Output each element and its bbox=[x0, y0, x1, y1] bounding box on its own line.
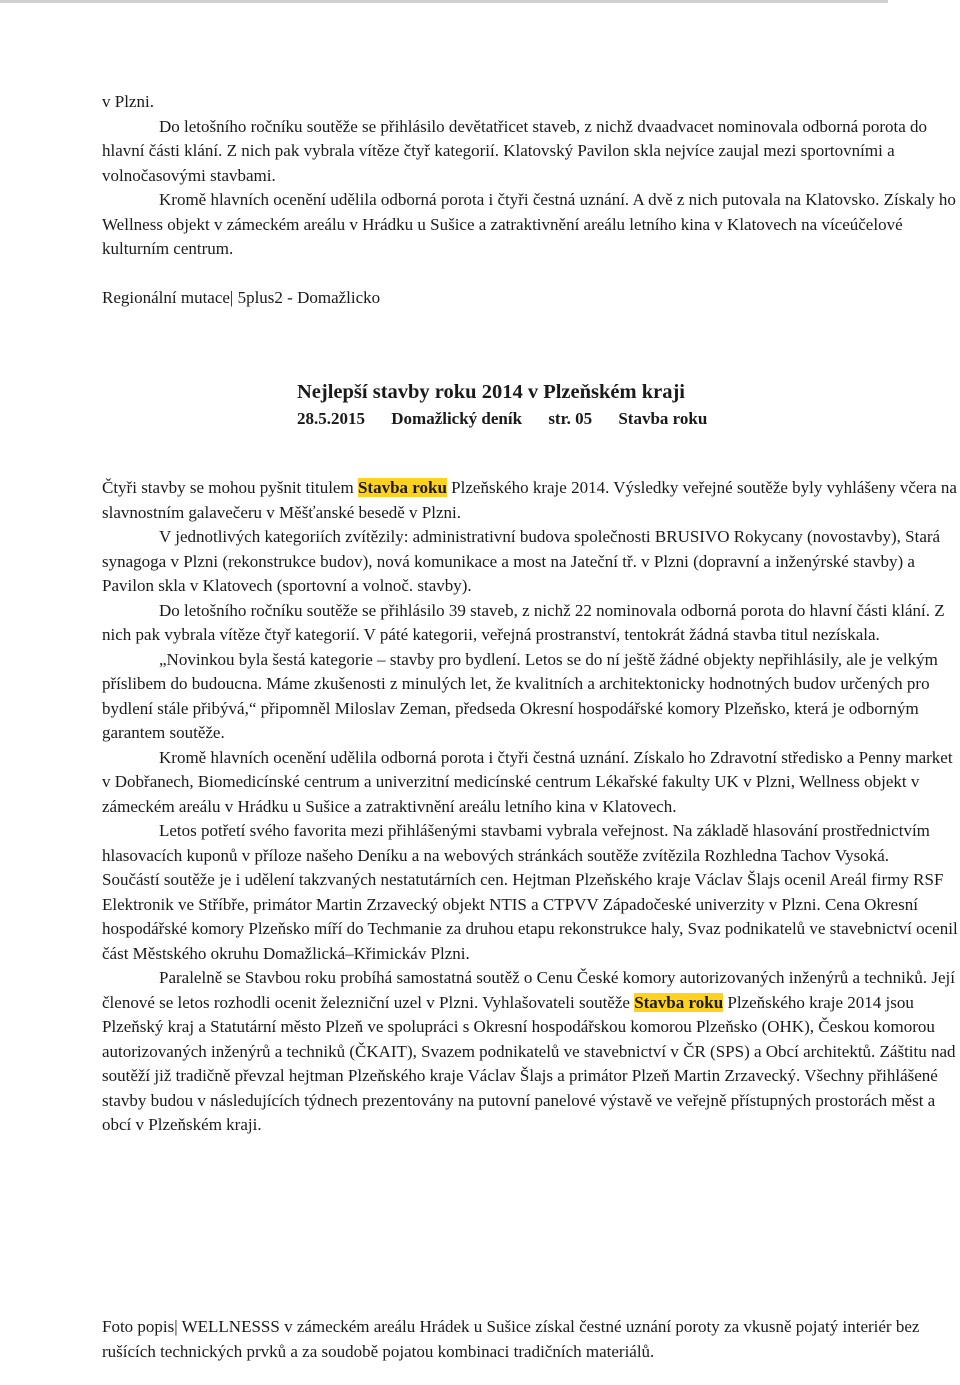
intro-paragraph-3: Kromě hlavních ocenění udělila odborná porota i čtyři čestná uznání. A dvě z nich putovala na Klatovsko. Získaly ho Wellness objekt v zámeckém areálu v Hrádku u Sušice a zatraktivnění areálu letního kina v Klatovech na víceúčelové kulturním centrum. bbox=[102, 190, 956, 258]
paragraph-text: Plzeňského kraje 2014 jsou Plzeňský kraj a Statutární město Plzeň ve spolupráci s Okresní hospodářskou komorou Plzeňsko (OHK), Českou komorou autorizovaných inženýrů a techniků (ČKAIT), Svazem podnikatelů ve stavebnictví v ČR (SPS) a Obcí architektů. Záštitu nad soutěží již tradičně převzal hejtman Plzeňského kraje Václav Šlajs a primátor Plzeň Martin Zrzavecký. Všechny přihlášené stavby budou v následujících týdnech prezentovány na putovní panelové výstavě ve veřejně přístupných prostorách měst a obcí v Plzeňském kraji. bbox=[102, 992, 956, 1134]
article-meta bbox=[297, 407, 897, 431]
article-paragraph-7: Součástí soutěže je i udělení takzvaných nestatutárních cen. Hejtman Plzeňského kraje Václav Šlajs ocenil Areál firmy RSF Elektronik ve Stříbře, primátor Martin Zrzavecký objekt NTIS a CTPVV Západočeské univerzity v Plzni. Cena Okresní hospodářské komory Plzeňsko míří do Techmanie za druhou etapu rekonstrukce haly, Svaz podnikatelů ve stavebnictví ocenil část Městského okruhu Domažlická–Křimickáv Plzni. bbox=[102, 870, 958, 963]
article-source: Domažlický deník bbox=[391, 409, 523, 428]
previous-article-tail bbox=[102, 90, 957, 262]
search-highlight: Stavba roku bbox=[634, 992, 724, 1012]
article-paragraph-2: V jednotlivých kategoriích zvítězily: administrativní budova společnosti BRUSIVO Rokycany (novostavby), Stará synagoga v Plzni (rekonstrukce budov), nová komunikace a most na Jateční tř. v Plzni (dopravní a inženýrské stavby) a Pavilon skla v Klatovech (sportovní a volnoč. stavby). bbox=[102, 527, 941, 595]
search-highlight: Stavba roku bbox=[357, 478, 447, 497]
paragraph-text: Čtyři stavby se mohou pyšnit titulem bbox=[102, 478, 358, 497]
paragraph-text: Plzeňského kraje 2014. Výsledky veřejné soutěže byly vyhlášeny včera na slavnostním galavečeru v Měšťanské besedě v Plzni. bbox=[102, 478, 957, 522]
article-headline: Nejlepší stavby roku 2014 v Plzeňském kraji bbox=[297, 381, 685, 403]
paragraph-text: Paralelně se Stavbou roku probíhá samostatná soutěž o Cenu České komory autorizovaných inženýrů a techniků. Její členové se letos rozhodli ocenit železniční uzel v Plzni. Vyhlašovateli soutěže bbox=[102, 968, 955, 1012]
article-body bbox=[102, 476, 960, 1138]
intro-paragraph-2: Do letošního ročníku soutěže se přihlásilo devětatřicet staveb, z nichž dvaadvacet nominovala odborná porota do hlavní části klání. Z nich pak vybrala vítěze čtyř kategorií. Klatovský Pavilon skla nejvíce zaujal mezi sportovními a volnočasovými stavbami. bbox=[102, 116, 928, 185]
article-paragraph-1 bbox=[102, 476, 960, 525]
article-section: Stavba roku bbox=[618, 409, 708, 428]
article-paragraph-6: Letos potřetí svého favorita mezi přihlášenými stavbami vybrala veřejnost. Na základě hlasování prostřednictvím hlasovacích kuponů v příloze našeho Deníku a na webových stránkách soutěže zvítězila Rozhledna Tachov Vysoká. bbox=[102, 821, 930, 865]
intro-paragraph-1: v Plzni. bbox=[102, 92, 154, 111]
regional-mutation-line: Regionální mutace| 5plus2 - Domažlicko bbox=[102, 288, 381, 307]
article-paragraph-5: Kromě hlavních ocenění udělila odborná porota i čtyři čestná uznání. Získalo ho Zdravotní středisko a Penny market v Dobřanech, Biomedicínské centrum a univerzitní medicínské centrum Lékařské fakulty UK v Plzni, Wellness objekt v zámeckém areálu v Hrádku u Sušice a zatraktivnění areálu letního kina v Klatovech. bbox=[102, 747, 953, 816]
article-paragraph-4: „Novinkou byla šestá kategorie – stavby pro bydlení. Letos se do ní ještě žádné objekty nepřihlásily, ale je velkým příslibem do budoucna. Máme zkušenosti z minulých let, že kvalitních a architektonicky hodnotných budov určených pro bydlení stále přibývá,“ připomněl Miloslav Zeman, předseda Okresní hospodářské komory Plzeňsko, která je odborným garantem soutěže. bbox=[102, 649, 938, 742]
article-date: 28.5.2015 bbox=[297, 409, 365, 428]
article-paragraph-3: Do letošního ročníku soutěže se přihlásilo 39 staveb, z nichž 22 nominovala odborná porota do hlavní části klání. Z nich pak vybrala vítěze čtyř kategorií. V páté kategorii, veřejná prostranství, tentokrát žádná stavba titul nezískala. bbox=[102, 600, 945, 644]
article-paragraph-8 bbox=[102, 966, 960, 1138]
photo-caption: Foto popis| WELLNESSS v zámeckém areálu Hrádek u Sušice získal čestné uznání poroty za vkusně pojatý interiér bez rušících technických prvků a za soudobě pojatou kombinaci tradičních materiálů. bbox=[102, 1317, 920, 1361]
top-rule bbox=[0, 0, 888, 3]
article-page: str. 05 bbox=[548, 409, 593, 428]
